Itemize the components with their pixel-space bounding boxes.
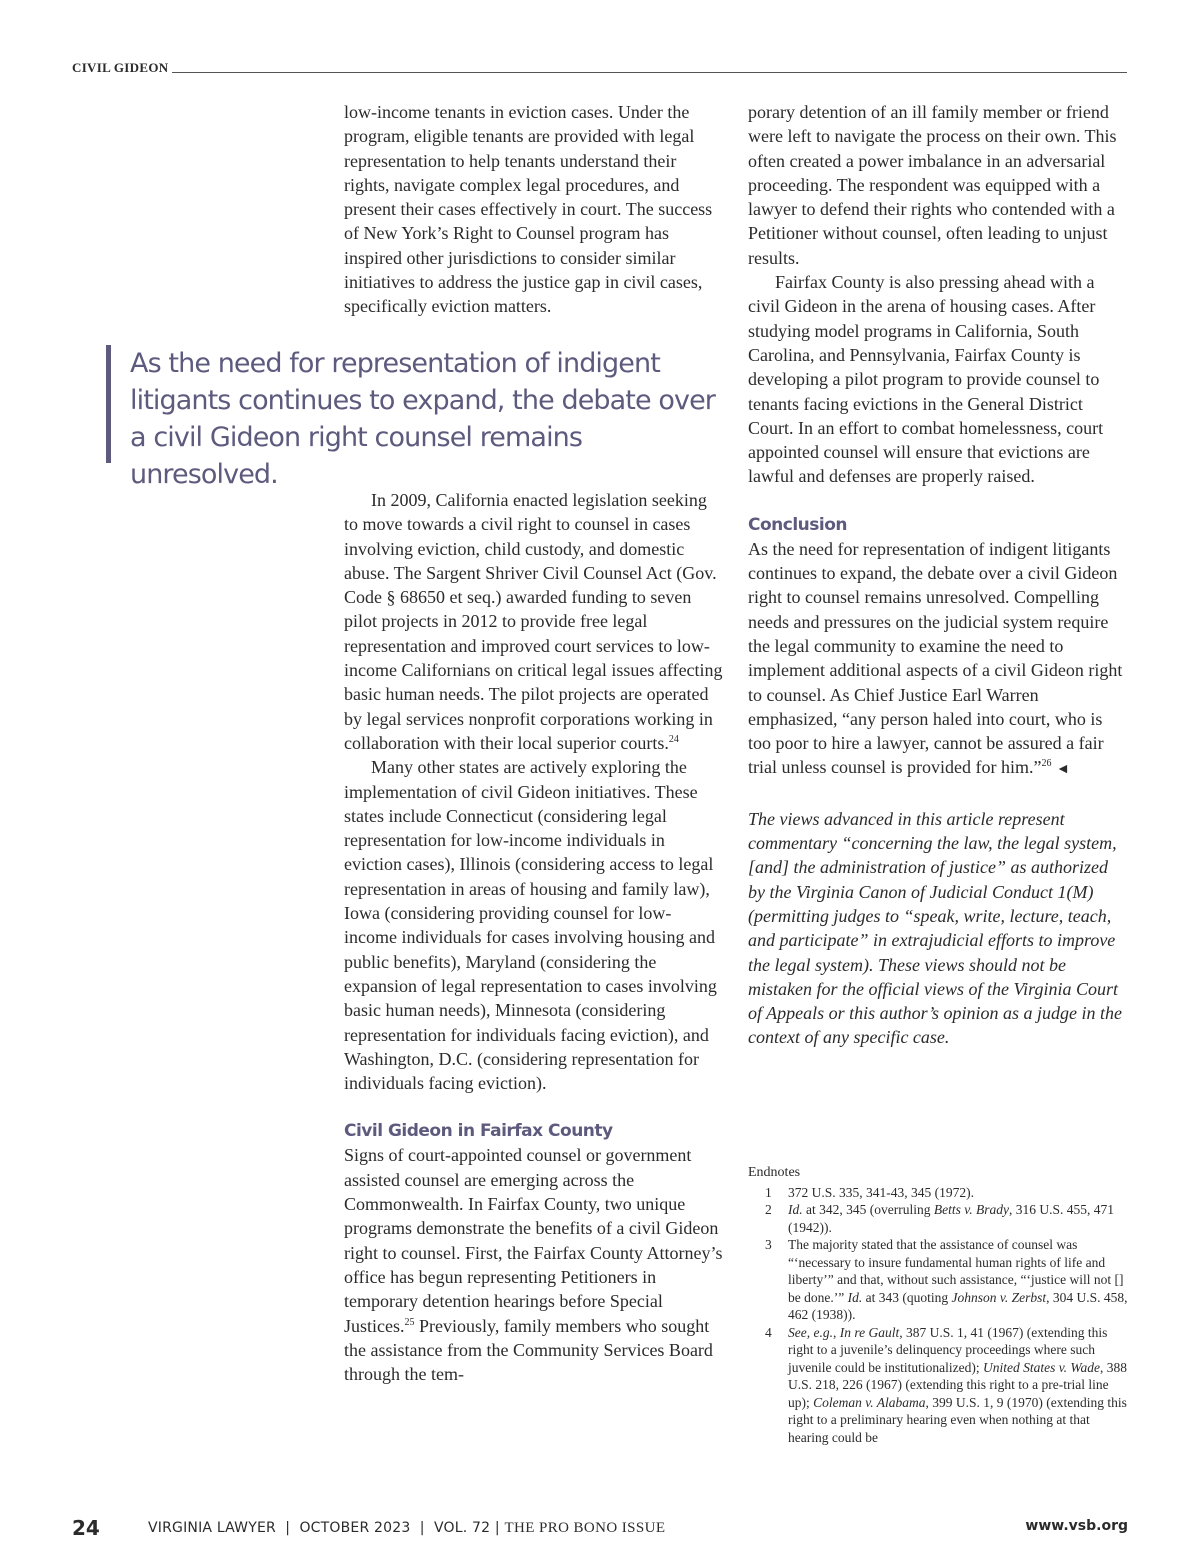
citation-italic: Coleman v. Alabama [813, 1394, 926, 1410]
disclaimer: The views advanced in this article represent commentary “concerning the law, the legal system, [and] the administration of justice” as authorized by the Virginia Canon of Judicial Conduct 1(M) (permitting judges to “speak, write, lecture, teach, and participate” in extrajudicial efforts to improve the legal system). These views should not be mistaken for the official views of the Virginia Court of Appeals or this author’s opinion as a judge in the context of any specific case. [748, 808, 1123, 1048]
endnotes [748, 1164, 1128, 1446]
endnote-text: , 304 U.S. 458, 462 (1938)). [788, 1289, 1128, 1322]
endnote-text: , 387 U.S. 1, 41 (1967) (extending this right to a juvenile’s delinquency proceedings where such juvenile could be institutionalized); [788, 1324, 1108, 1375]
body-paragraph: low-income tenants in eviction cases. Under the program, eligible tenants are provided with legal representation to help tenants understand their rights, navigate complex legal procedures, and present their cases effectively in court. The success of New York’s Right to Counsel program has inspired other jurisdictions to consider similar initiatives to address the justice gap in civil cases, specifically eviction matters. [344, 102, 713, 317]
citation-italic: Id. [847, 1289, 863, 1305]
endnote-text: at 343 (quoting [862, 1289, 952, 1305]
endnote-text: , [832, 1324, 840, 1340]
endnote-ref: 25 [404, 1316, 415, 1328]
endnote-ref: 26 [1041, 758, 1052, 770]
page-footer [0, 1516, 1200, 1540]
page-number: 24 [72, 1516, 100, 1540]
endnote-text: The majority stated that the assistance of counsel was “‘necessary to insure fundamental human rights of life and liberty’” and that, without such assistance, “‘justice will not [] be done.’” [788, 1237, 1124, 1305]
column-right [748, 100, 1128, 1050]
citation-italic: Betts v. Brady [933, 1202, 1009, 1217]
column-middle-bottom [344, 488, 724, 1386]
citation-italic: Johnson v. Zerbst [951, 1289, 1047, 1305]
paragraph-text: As the need for representation of indigent litigants continues to expand, the debate over a civil Gideon right to counsel remains unresolved. Compelling needs and pressures on the judicial system require the legal community to examine the need to implement additional aspects of a civil Gideon right to counsel. As Chief Justice Earl Warren emphasized, “any person haled into court, who is too poor to hire a lawyer, cannot be assured a fair trial unless counsel is provided for him.” [748, 538, 1123, 778]
header-rule [72, 72, 1127, 73]
paragraph-text: Signs of court-appointed counsel or government assisted counsel are emerging across the Commonwealth. In Fairfax County, two unique programs demonstrate the benefits of a civil Gideon right to counsel. First, the Fairfax County Attorney’s office has begun representing Petitioners in temporary detention hearings before Special Justices. [344, 1145, 723, 1336]
endnotes-heading: Endnotes [748, 1165, 801, 1180]
column-middle-top [344, 100, 724, 319]
citation-italic: In re Gault [839, 1324, 900, 1340]
body-paragraph [344, 1143, 724, 1386]
body-paragraph [344, 488, 724, 755]
endnote-item [748, 1236, 1128, 1324]
endnote-number: 2 [765, 1202, 772, 1217]
pull-quote-text: As the need for representation of indigent litigants continues to expand, the debate over a civil Gideon right counsel remains unresolved. [130, 348, 715, 490]
pull-quote [106, 345, 736, 490]
endnote-number: 3 [765, 1237, 772, 1252]
section-label: CIVIL GIDEON [72, 60, 172, 76]
magazine-info: VIRGINIA LAWYER | OCTOBER 2023 | VOL. 72 | [148, 1520, 505, 1536]
endnote-text: , 399 U.S. 1, 9 (1970) (extending this right to a preliminary hearing even when nothing at that hearing could be [788, 1394, 1127, 1445]
endnote-text: , 388 U.S. 218, 226 (1967) (extending this right to a pre-trial line up); [788, 1359, 1127, 1410]
endnote-item [748, 1201, 1128, 1236]
subheading: Civil Gideon in Fairfax County [344, 1121, 613, 1142]
endnote-text: at 342, 345 (overruling [802, 1202, 934, 1217]
body-paragraph: Many other states are actively exploring the implementation of civil Gideon initiatives. These states include Connecticut (considering legal representation for low-income individuals in eviction cases), Illinois (considering access to legal representation in areas of housing and family law), Iowa (considering providing counsel for low-income individuals for cases involving housing and public benefits), Maryland (considering the expansion of legal representation to cases involving basic human needs), Minnesota (considering representation for individuals facing eviction), and Washington, D.C. (considering representation for individuals facing eviction). [344, 757, 717, 1094]
end-mark-icon: ◄ [1055, 762, 1070, 778]
body-paragraph: Fairfax County is also pressing ahead with a civil Gideon in the arena of housing cases. After studying model programs in California, South Carolina, and Pennsylvania, Fairfax County is developing a pilot program to provide counsel to tenants facing evictions in the General District Court. In an effort to combat homelessness, court appointed counsel will ensure that evictions are lawful and defenses are properly raised. [748, 272, 1104, 487]
endnote-item [748, 1324, 1128, 1447]
citation-italic: See, e.g. [788, 1324, 833, 1340]
issue-title: THE PRO BONO ISSUE [504, 1520, 666, 1536]
body-paragraph: porary detention of an ill family member or friend were left to navigate the process on their own. This often created a power imbalance in an adversarial proceeding. The respondent was equipped with a lawyer to defend their rights who contended with a Petitioner without counsel, often leading to unjust results. [748, 102, 1117, 268]
paragraph-text: Previously, family members who sought the assistance from the Community Services Board through the tem- [344, 1315, 713, 1385]
endnote-ref: 24 [668, 733, 679, 745]
magazine-line [148, 1520, 665, 1537]
website-url: www.vsb.org [1025, 1518, 1128, 1534]
citation-italic: United States v. Wade [982, 1359, 1100, 1375]
endnote-item [748, 1184, 1128, 1202]
citation-italic: Id. [788, 1202, 803, 1217]
paragraph-text: In 2009, California enacted legislation seeking to move towards a civil right to counsel in cases involving eviction, child custody, and domestic abuse. The Sargent Shriver Civil Counsel Act (Gov. Code § 68650 et seq.) awarded funding to seven pilot projects in 2012 to provide free legal representation and improved court services to low-income Californians on critical legal issues affecting basic human needs. The pilot projects are operated by legal services nonprofit corporations working in collaboration with their local superior courts. [344, 490, 723, 753]
endnote-number: 4 [765, 1324, 772, 1340]
endnote-text: 372 U.S. 335, 341-43, 345 (1972). [788, 1184, 974, 1200]
endnote-text: , 316 U.S. 455, 471 (1942)). [788, 1202, 1114, 1235]
endnotes-list [748, 1184, 1128, 1447]
subheading: Conclusion [748, 514, 847, 535]
running-head [72, 60, 1127, 78]
body-paragraph [748, 537, 1128, 783]
endnote-number: 1 [765, 1184, 772, 1200]
